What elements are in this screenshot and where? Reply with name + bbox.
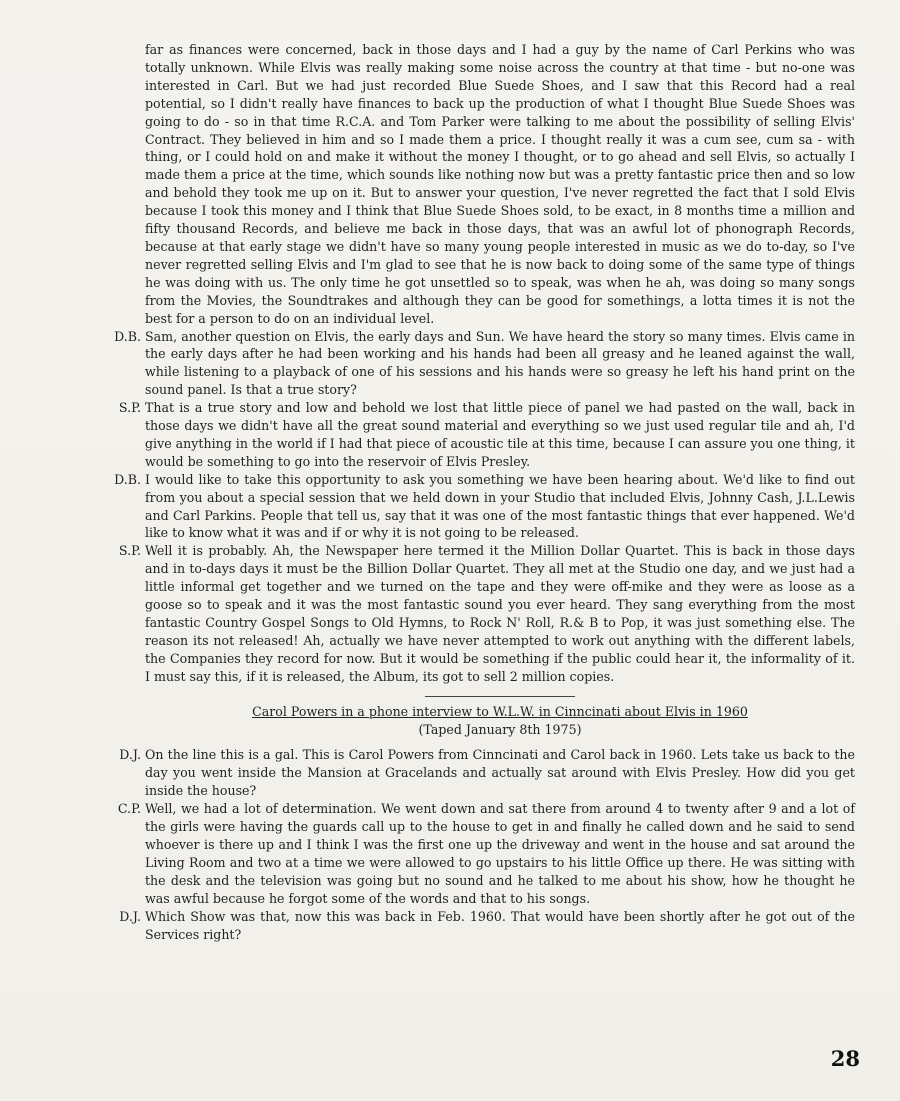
paragraph (118, 542, 855, 685)
speaker-label: S.P. (118, 543, 141, 559)
paragraph-text: Well it is probably. Ah, the Newspaper here termed it the Million Dollar Quartet. This is back in those days and in to-days days it must be the Billion Dollar Quartet. They all met at the Studio one day, and we just had a little informal get together and we turned on the tape and they were off-mike and they were as loose as a goose so to speak and it was the most fantastic sound you ever heard. They sang everything from the most fantastic Country Gospel Songs to Old Hymns, to Rock N' Roll, R.& B to Pop, it was just something else. The reason its not released! Ah, actually we have never attempted to work out anything with the different labels, the Companies they record for now. But it would be something if the public could hear it, the informality of it. I must say this, if it is released, the Album, its got to sell 2 million copies. (145, 543, 855, 684)
speaker-label: D.B. (114, 471, 141, 487)
paragraph-text: On the line this is a gal. This is Carol Powers from Cinncinati and Carol back in 1960. Lets take us back to the day you went inside the Mansion at Gracelands and actually sat around with Elvis Presley. How did you get inside the house? (145, 747, 855, 799)
speaker-label: D.B. (114, 328, 141, 344)
paragraph-text: I would like to take this opportunity to ask you something we have been hearing about. We'd like to find out from you about a special session that we held down in your Studio that included Elvis, Johnny Cash, J.L.Lewis and Carl Parkins. People that tell us, say that it was one of the most fantastic things that ever happened. We'd like to know what it was and if or why it is not going to be released. (145, 471, 855, 541)
section-subheading: (Taped January 8th 1975) (418, 721, 582, 737)
paragraph-text: That is a true story and low and behold we lost that little piece of panel we had pasted on the wall, back in those days we didn't have all the great sound material and everything so we just used regular tile and ah, I'd give anything in the world if I had that piece of acoustic tile at this time, because I can assure you one thing, it would be something to go into the reservoir of Elvis Presley. (145, 400, 855, 469)
speaker-label: D.J. (119, 747, 141, 763)
paragraph-text: Well, we had a lot of determination. We went down and sat there from around 4 to twenty after 9 and a lot of the girls were having the guards call up to the house to get in and finally he called down and he said to send whoever is there up and I think I was the first one up the driveway and went in the house and sat around the Living Room and two at a time we were allowed to go upstairs to his little Office up there. He was sitting with the desk and the television was going but no sound and he talked to me about his show, how he thought he was awful because he forgot some of the words and that to his songs. (145, 801, 855, 906)
paragraph (119, 908, 855, 944)
paragraph-text: far as finances were concerned, back in those days and I had a guy by the name of Carl Perkins who was totally unknown. While Elvis was really making some noise across the country at that time - but no-one was interested in Carl. But we had just recorded Blue Suede Shoes, and I saw that this Record had a real potential, so I didn't really have finances to back up the production of what I thought Blue Suede Shoes was going to do - so in that time R.C.A. and Tom Parker were talking to me about the possibility of selling Elvis' Contract. They believed in him and so I made them a price. I thought really it was a cum see, cum sa - with thing, or I could hold on and make it without the money I thought, or to go ahead and sell Elvis, so actually I made them a price at the time, which sounds like nothing now but was a pretty fantastic price then and so low and behold they took me up on it. But to answer your question, I've never regretted the fact that I sold Elvis because I took this money and I think that Blue Suede Shoes sold, to be exact, in 8 months time a million and fifty thousand Records, and believe me back in those days, that was an awful lot of phonograph Records, because at that early stage we didn't have so many young people interested in music as we do to-day, so I've never regretted selling Elvis and I'm glad to see that he is now back to doing some of the same type of things he was doing with us. The only time he got unsettled so to speak, was when he ah, was doing so many songs from the Movies, the Soundtrakes and although they can be good for somethings, a lotta times it is not the best for a person to do on an individual level. (145, 42, 855, 326)
paragraph (114, 328, 855, 400)
paragraph-text: Sam, another question on Elvis, the early days and Sun. We have heard the story so many times. Elvis came in the early days after he had been working and his hands had been all greasy and he leaned against the wall, while listening to a playback of one of his sessions and his hands were so greasy he left his hand print on the sound panel. Is that a true story? (145, 328, 855, 398)
paragraph (119, 746, 855, 800)
speaker-label: S.P. (118, 400, 141, 416)
paragraph-text: Which Show was that, now this was back in Feb. 1960. That would have been shortly after he got out of the Services right? (145, 908, 855, 942)
speaker-label: D.J. (119, 908, 141, 924)
page-number: 28 (830, 1046, 860, 1071)
speaker-label: C.P. (117, 801, 141, 817)
interview-text (114, 41, 855, 943)
paragraph (117, 800, 855, 907)
paragraph (114, 471, 855, 543)
paragraph (145, 41, 855, 328)
section-heading: Carol Powers in a phone interview to W.L.W. in Cinncinati about Elvis in 1960 (252, 703, 748, 719)
section-divider (425, 696, 575, 697)
paragraph (118, 399, 855, 471)
